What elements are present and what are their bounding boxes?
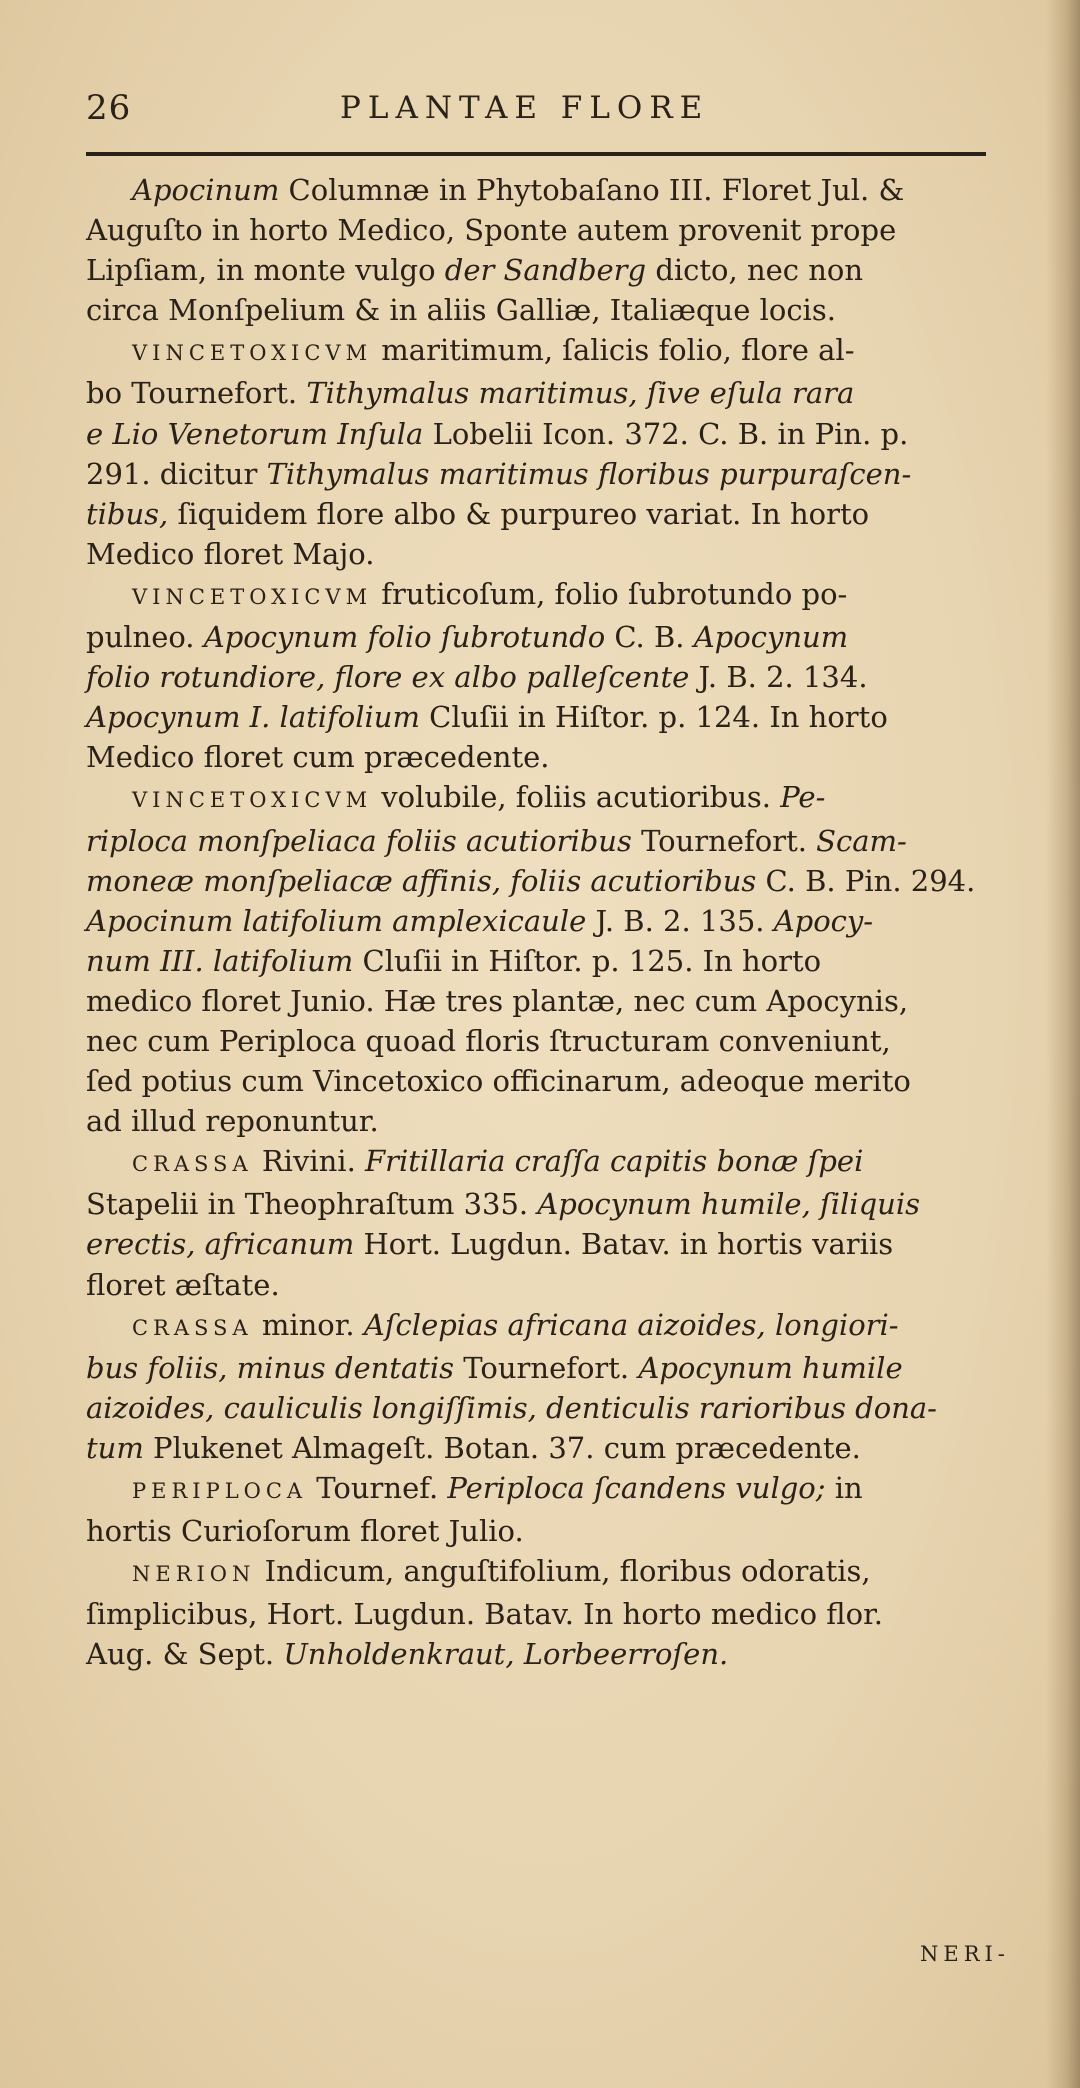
roman-text: nec cum Periploca quoad floris ſtructuram conveniunt, <box>86 1023 891 1058</box>
italic-text: tibus, <box>86 496 169 531</box>
italic-text: folio rotundiore, flore ex albo palleſcente <box>86 660 690 695</box>
italic-text: e Lio Venetorum Inſula <box>86 416 424 451</box>
roman-text: Indicum, anguſtifolium, floribus odoratis, <box>255 1554 871 1589</box>
italic-text: moneæ monſpeliacæ affinis, foliis acutioribus <box>86 863 757 898</box>
text-line <box>86 210 1046 250</box>
roman-text: Tournefort. <box>454 1350 639 1385</box>
italic-text: Apocinum <box>132 173 280 207</box>
italic-text: num III. latifolium <box>86 943 354 978</box>
roman-text: Lipſiam, in monte vulgo <box>86 253 445 288</box>
italic-text: Pe- <box>780 780 826 815</box>
italic-text: der Sandberg <box>444 253 647 288</box>
roman-text: Lobelii Icon. 372. C. B. in Pin. p. <box>423 416 909 451</box>
roman-text: hortis Curioſorum floret Julio. <box>86 1514 524 1549</box>
text-line <box>86 1305 1046 1348</box>
paragraph-p2 <box>86 330 1046 574</box>
text-line <box>86 1634 1046 1674</box>
text-line <box>86 1021 1046 1061</box>
roman-text: ad illud reponuntur. <box>86 1104 379 1139</box>
italic-text: bus foliis, minus dentatis <box>86 1350 455 1385</box>
text-line <box>86 373 1046 413</box>
text-line <box>86 1101 1046 1141</box>
text-line <box>86 290 1046 330</box>
small-caps-headword: VINCETOXICVM <box>132 788 373 813</box>
roman-text: minor. <box>252 1307 364 1342</box>
italic-text: Apocy- <box>773 903 874 938</box>
text-line <box>86 901 1046 941</box>
roman-text: Hort. Lugdun. Batav. in hortis variis <box>354 1227 894 1262</box>
small-caps-headword: VINCETOXICVM <box>132 584 373 609</box>
text-line <box>86 1388 1046 1428</box>
italic-text: Apocinum latifolium amplexicaule <box>86 903 587 938</box>
roman-text: Rivini. <box>252 1144 365 1179</box>
page-header <box>86 88 986 128</box>
roman-text: ſimplicibus, Hort. Lugdun. Batav. In horto medico flor. <box>86 1597 883 1632</box>
text-line <box>86 821 1046 861</box>
catchword: NERI- <box>920 1942 1010 1966</box>
roman-text: circa Monſpelium & in aliis Galliæ, Italiæque locis. <box>86 293 836 328</box>
header-rule <box>86 152 986 156</box>
paragraph-p4 <box>86 777 1046 1141</box>
italic-text: erectis, africanum <box>86 1227 355 1262</box>
italic-text: Scam- <box>816 823 907 858</box>
page-edge-shadow <box>1046 0 1080 2088</box>
roman-text: ſed potius cum Vincetoxico officinarum, adeoque merito <box>86 1064 911 1099</box>
roman-text: C. B. Pin. 294. <box>756 863 976 898</box>
italic-text: Fritillaria craſſa capitis bonæ ſpei <box>365 1144 864 1179</box>
text-line <box>86 1551 1046 1594</box>
text-line <box>86 737 1046 777</box>
page-number: 26 <box>86 88 132 128</box>
text-line <box>86 981 1046 1021</box>
roman-text: bo Tournefort. <box>86 376 307 411</box>
roman-text: Medico floret Majo. <box>86 536 375 571</box>
text-line <box>86 697 1046 737</box>
roman-text: pulneo. <box>86 620 204 655</box>
roman-text: ſiquidem flore albo & purpureo variat. In horto <box>168 496 870 531</box>
paragraph-p8 <box>86 1551 1046 1674</box>
roman-text: Columnæ in Phytobaſano III. Floret Jul. & <box>279 173 905 207</box>
small-caps-headword: CRASSA <box>132 1152 253 1177</box>
roman-text: Tournef. <box>307 1471 448 1505</box>
italic-text: Periploca ſcandens vulgo; <box>447 1471 826 1505</box>
text-line <box>86 777 1046 820</box>
text-line <box>86 574 1046 617</box>
roman-text: Medico floret cum præcedente. <box>86 740 550 775</box>
roman-text: medico floret Junio. Hæ tres plantæ, nec cum Apocynis, <box>86 983 909 1018</box>
roman-text: in <box>825 1471 863 1505</box>
roman-text: Auguſto in horto Medico, Sponte autem provenit prope <box>86 213 897 248</box>
text-line <box>86 1428 1046 1468</box>
text-line <box>86 330 1046 373</box>
roman-text: floret æſtate. <box>86 1267 280 1302</box>
roman-text: Aug. & Sept. <box>86 1637 284 1672</box>
italic-text: Apocynum humile, ſiliquis <box>537 1187 920 1222</box>
paragraph-p3 <box>86 574 1046 777</box>
paragraph-p1 <box>86 170 1046 330</box>
text-line <box>86 534 1046 574</box>
roman-text: Tournefort. <box>631 823 817 858</box>
text-line <box>86 170 1046 210</box>
roman-text: 291. dicitur <box>86 456 267 491</box>
roman-text: Cluſii in Hiſtor. p. 124. In horto <box>419 700 888 735</box>
text-line <box>86 494 1046 534</box>
body-text <box>86 170 1046 1674</box>
paragraph-p5 <box>86 1141 1046 1304</box>
small-caps-headword: NERION <box>132 1562 256 1587</box>
text-line <box>86 1511 1046 1551</box>
text-line <box>86 941 1046 981</box>
paragraph-p6 <box>86 1305 1046 1468</box>
roman-text: dicto, nec non <box>646 253 864 288</box>
italic-text: tum <box>86 1430 144 1465</box>
text-line <box>86 414 1046 454</box>
roman-text: Plukenet Almageſt. Botan. 37. cum præcedente. <box>143 1430 861 1465</box>
text-line <box>86 1141 1046 1184</box>
italic-text: aizoides, cauliculis longiſſimis, denticulis rarioribus dona- <box>86 1390 937 1425</box>
roman-text: J. B. 2. 135. <box>586 903 774 938</box>
roman-text: Cluſii in Hiſtor. p. 125. In horto <box>353 943 822 978</box>
text-line <box>86 1224 1046 1264</box>
roman-text: volubile, foliis acutioribus. <box>372 780 781 815</box>
small-caps-headword: VINCETOXICVM <box>132 341 373 366</box>
text-line <box>86 1348 1046 1388</box>
text-line <box>86 454 1046 494</box>
running-head: PLANTAE FLORE <box>340 90 710 126</box>
italic-text: Apocynum I. latifolium <box>86 700 420 735</box>
text-line <box>86 1061 1046 1101</box>
roman-text: C. B. <box>605 620 694 655</box>
text-line <box>86 1594 1046 1634</box>
text-line <box>86 657 1046 697</box>
italic-text: Tithymalus maritimus, ſive eſula rara <box>306 376 855 411</box>
italic-text: Aſclepias africana aizoides, longiori- <box>363 1307 899 1342</box>
italic-text: Apocynum humile <box>638 1350 903 1385</box>
italic-text: Unholdenkraut, Lorbeerroſen. <box>283 1637 729 1672</box>
italic-text: riploca monſpeliaca foliis acutioribus <box>86 823 632 858</box>
italic-text: Apocynum <box>693 620 849 655</box>
italic-text: Apocynum folio ſubrotundo <box>203 620 606 655</box>
text-line <box>86 1184 1046 1224</box>
small-caps-headword: PERIPLOCA <box>132 1479 308 1503</box>
italic-text: Tithymalus maritimus floribus purpuraſcen- <box>266 456 912 491</box>
roman-text: Stapelii in Theophraſtum 335. <box>86 1187 538 1222</box>
roman-text: J. B. 2. 134. <box>689 660 868 695</box>
text-line <box>86 1265 1046 1305</box>
text-line <box>86 617 1046 657</box>
roman-text: fruticoſum, folio ſubrotundo po- <box>372 576 848 611</box>
roman-text: maritimum, ſalicis folio, flore al- <box>372 333 855 368</box>
paragraph-p7 <box>86 1468 1046 1551</box>
text-line <box>86 861 1046 901</box>
small-caps-headword: CRASSA <box>132 1315 253 1340</box>
text-line <box>86 1468 1046 1511</box>
text-line <box>86 250 1046 290</box>
